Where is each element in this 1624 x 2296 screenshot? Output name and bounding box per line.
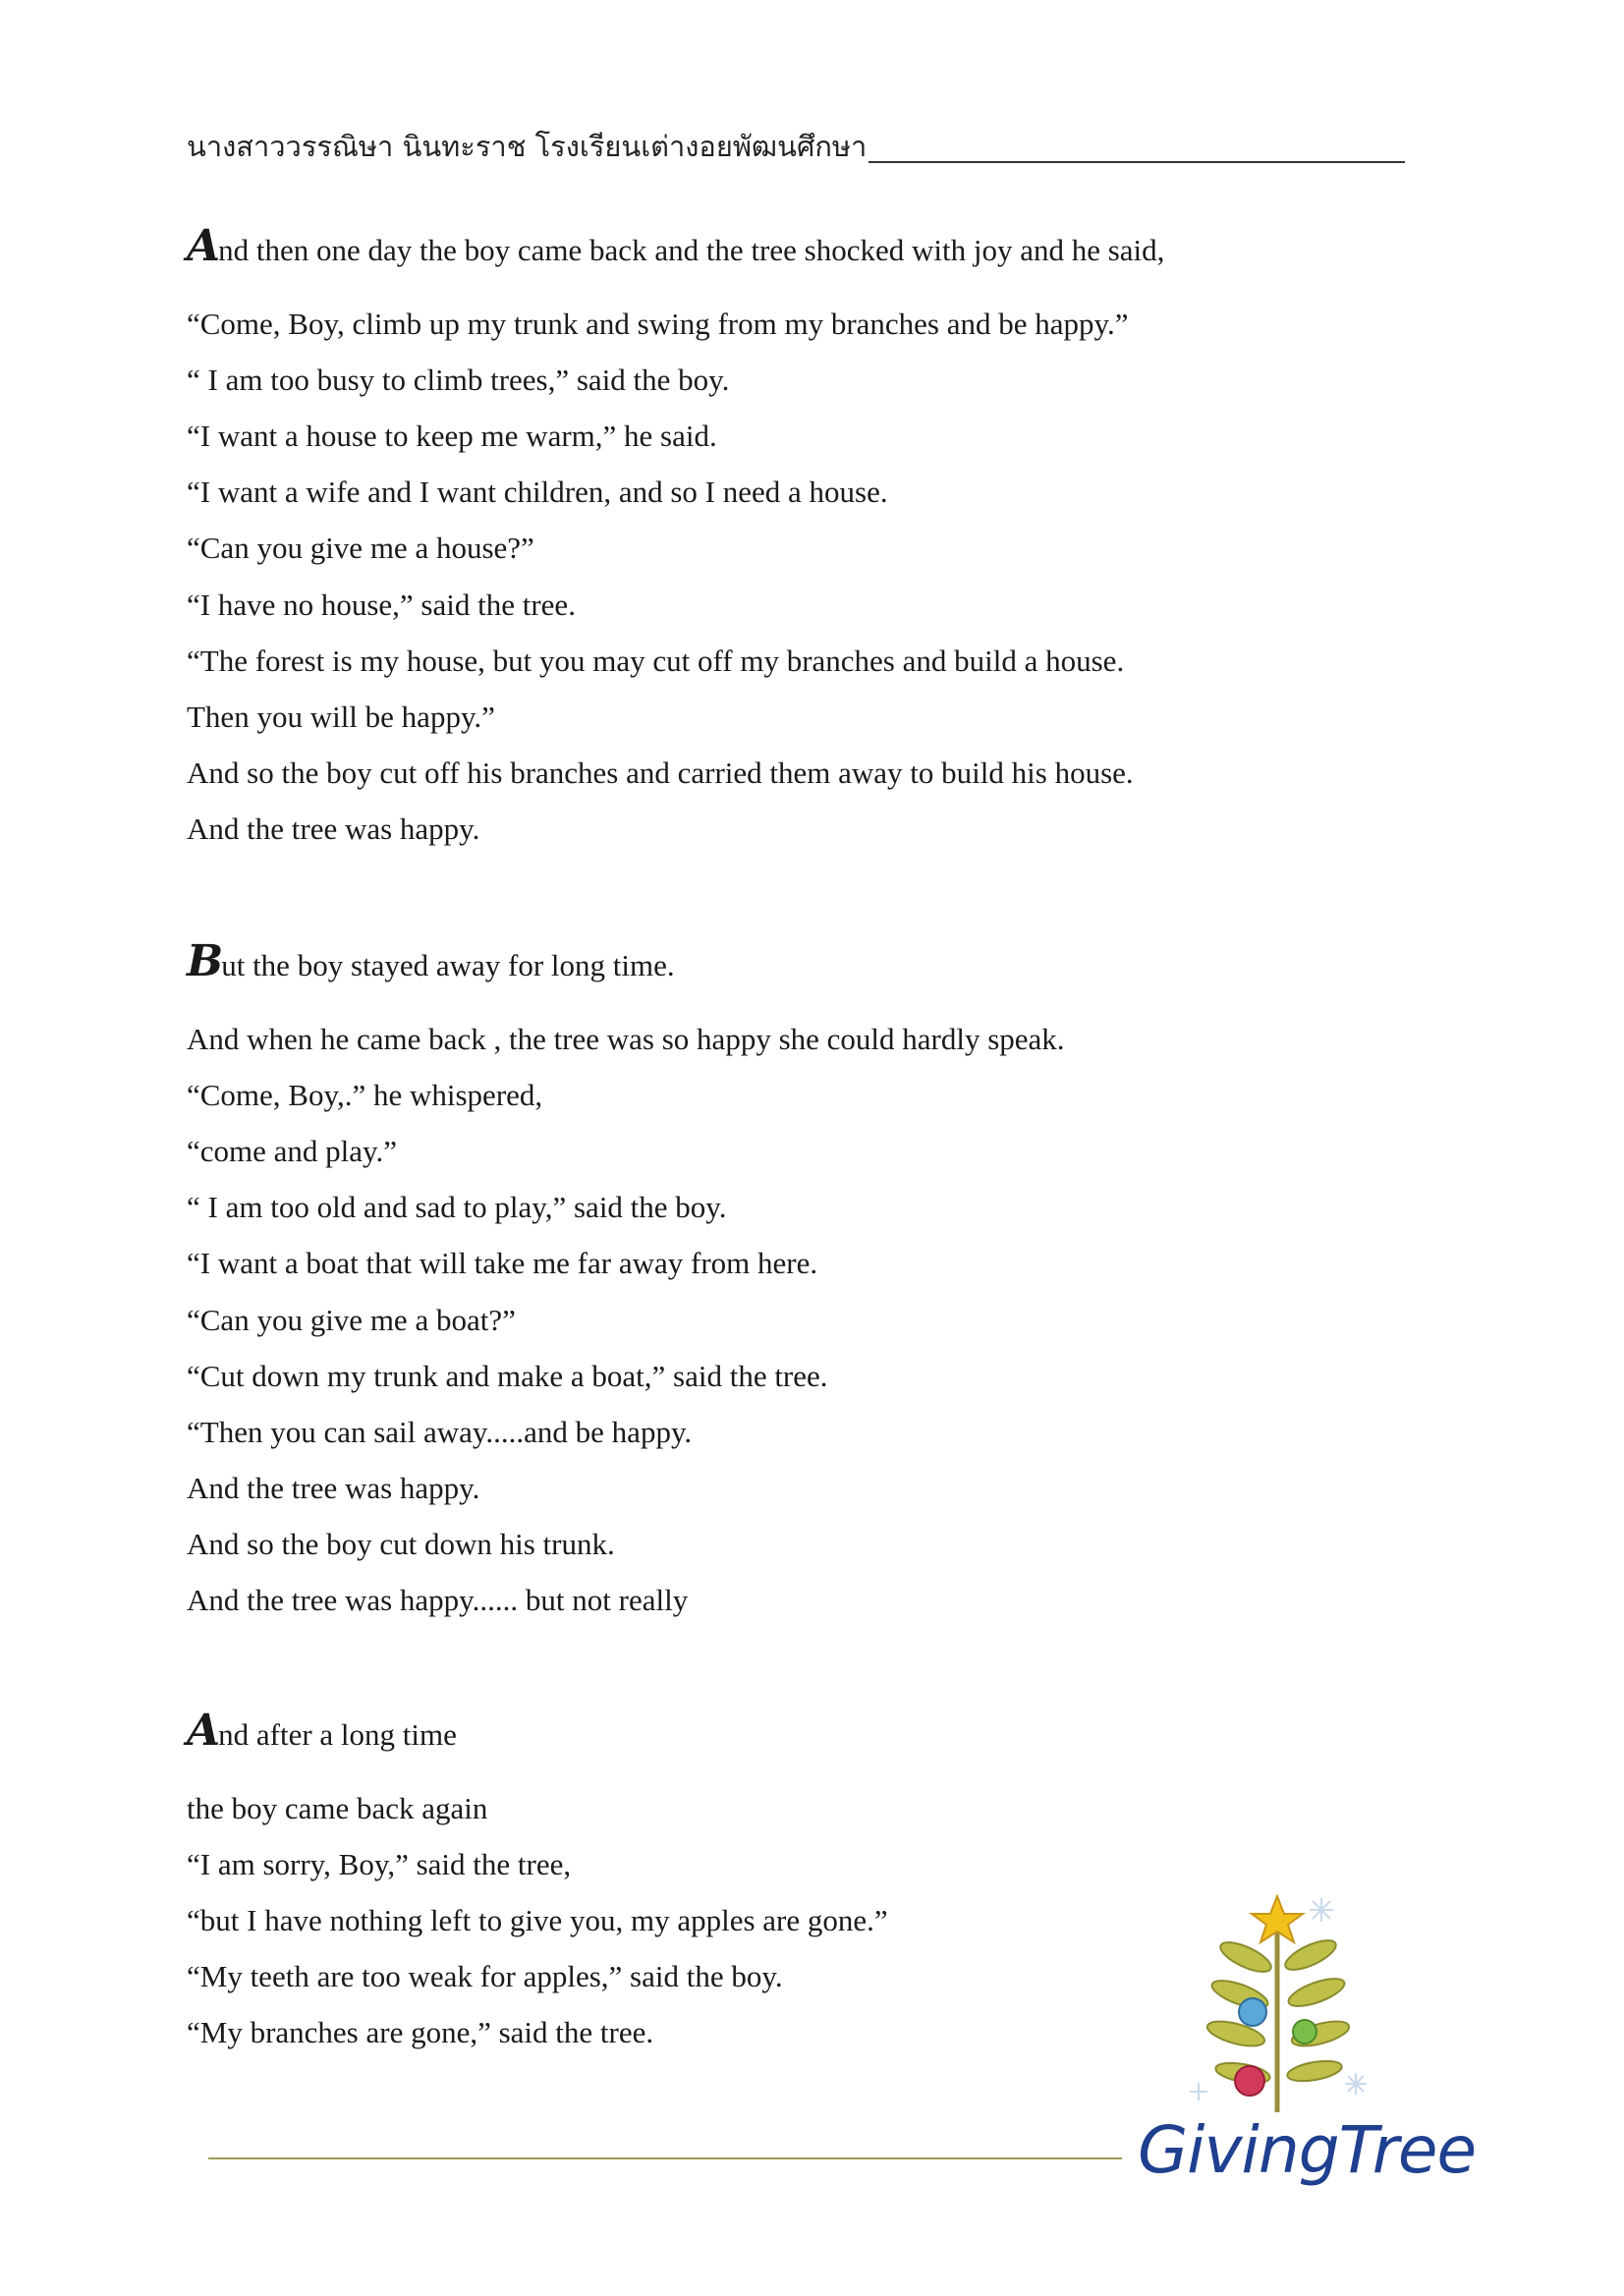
line-text: “The forest is my house, but you may cut off my branches and build a house. [187, 643, 1125, 678]
story-line [187, 1958, 783, 1995]
line-text: “My teeth are too weak for apples,” said the boy. [187, 1959, 783, 1994]
story-line [187, 1526, 615, 1563]
line-text: “Can you give me a boat?” [187, 1302, 516, 1337]
story-line [187, 2014, 653, 2051]
story-line [187, 1133, 397, 1170]
story-line [187, 530, 534, 567]
line-text: And the tree was happy. [187, 1470, 480, 1505]
story-line [187, 1245, 817, 1282]
paragraph-first-line [187, 221, 1165, 271]
line-text: “I want a house to keep me warm,” he said. [187, 419, 717, 454]
ornament-red [1235, 2066, 1264, 2096]
header [187, 124, 1405, 169]
line-text: “My branches are gone,” said the tree. [187, 2015, 654, 2050]
line-text: “come and play.” [187, 1134, 398, 1169]
story-line [187, 643, 1124, 680]
drop-cap: A [187, 1706, 217, 1756]
line-text: “I have no house,” said the tree. [187, 587, 576, 622]
line-text: “I want a boat that will take me far away from here. [187, 1246, 818, 1281]
drop-cap: B [187, 936, 220, 986]
line-text: And so the boy cut off his branches and carried them away to build his house. [187, 755, 1134, 790]
story-line [187, 474, 888, 511]
footer-rule [208, 2157, 1122, 2159]
paragraph-first-line [187, 1706, 457, 1756]
line-text: “Come, Boy,.” he whispered, [187, 1078, 543, 1113]
ornament-blue [1239, 1998, 1266, 2026]
line-text: the boy came back again [187, 1791, 488, 1825]
story-line [187, 1189, 727, 1226]
story-line [187, 1790, 487, 1827]
story-line [187, 1582, 688, 1619]
line-text: And when he came back , the tree was so happy she could hardly speak. [187, 1022, 1065, 1056]
line-text: “Can you give me a house?” [187, 531, 534, 566]
line-text: And so the boy cut down his trunk. [187, 1526, 615, 1561]
logo-text: GivingTree [1138, 2112, 1477, 2188]
story-line [187, 811, 479, 848]
story-line [187, 1021, 1065, 1058]
line-text: “but I have nothing left to give you, my apples are gone.” [187, 1903, 888, 1938]
line-text: “Come, Boy, climb up my trunk and swing from my branches and be happy.” [187, 307, 1129, 341]
story-line [187, 418, 717, 455]
line-text: “I am sorry, Boy,” said the tree, [187, 1847, 572, 1882]
story-line [187, 1302, 516, 1339]
line-text: And the tree was happy...... but not really [187, 1583, 689, 1617]
line-text: “Cut down my trunk and make a boat,” said the tree. [187, 1358, 828, 1393]
story-line [187, 587, 576, 624]
line-text: “I want a wife and I want children, and so I need a house. [187, 475, 888, 510]
line-text: ut the boy stayed away for long time. [221, 948, 675, 982]
line-text: “ I am too old and sad to play,” said the boy. [187, 1190, 727, 1225]
header-text: นางสาววรรณิษา นินทะราช โรงเรียนเต่างอยพัฒนศึกษา [187, 130, 868, 163]
story-line [187, 1902, 888, 1939]
story-line [187, 1077, 542, 1114]
story-line [187, 1470, 479, 1507]
header-underline [868, 160, 1405, 163]
story-line [187, 362, 729, 399]
line-text: nd then one day the boy came back and the tree shocked with joy and he said, [218, 233, 1165, 267]
story-line [187, 1358, 828, 1395]
story-line [187, 755, 1134, 792]
line-text: And the tree was happy. [187, 811, 480, 846]
line-text: “ I am too busy to climb trees,” said the boy. [187, 363, 730, 398]
story-line [187, 306, 1129, 343]
line-text: nd after a long time [218, 1717, 457, 1752]
story-line [187, 1414, 692, 1451]
story-line [187, 1846, 571, 1883]
story-line [187, 699, 495, 736]
line-text: Then you will be happy.” [187, 699, 495, 734]
drop-cap: A [187, 221, 217, 271]
paragraph-first-line [187, 936, 675, 986]
line-text: “Then you can sail away.....and be happy. [187, 1414, 693, 1449]
ornament-green [1293, 2020, 1316, 2044]
